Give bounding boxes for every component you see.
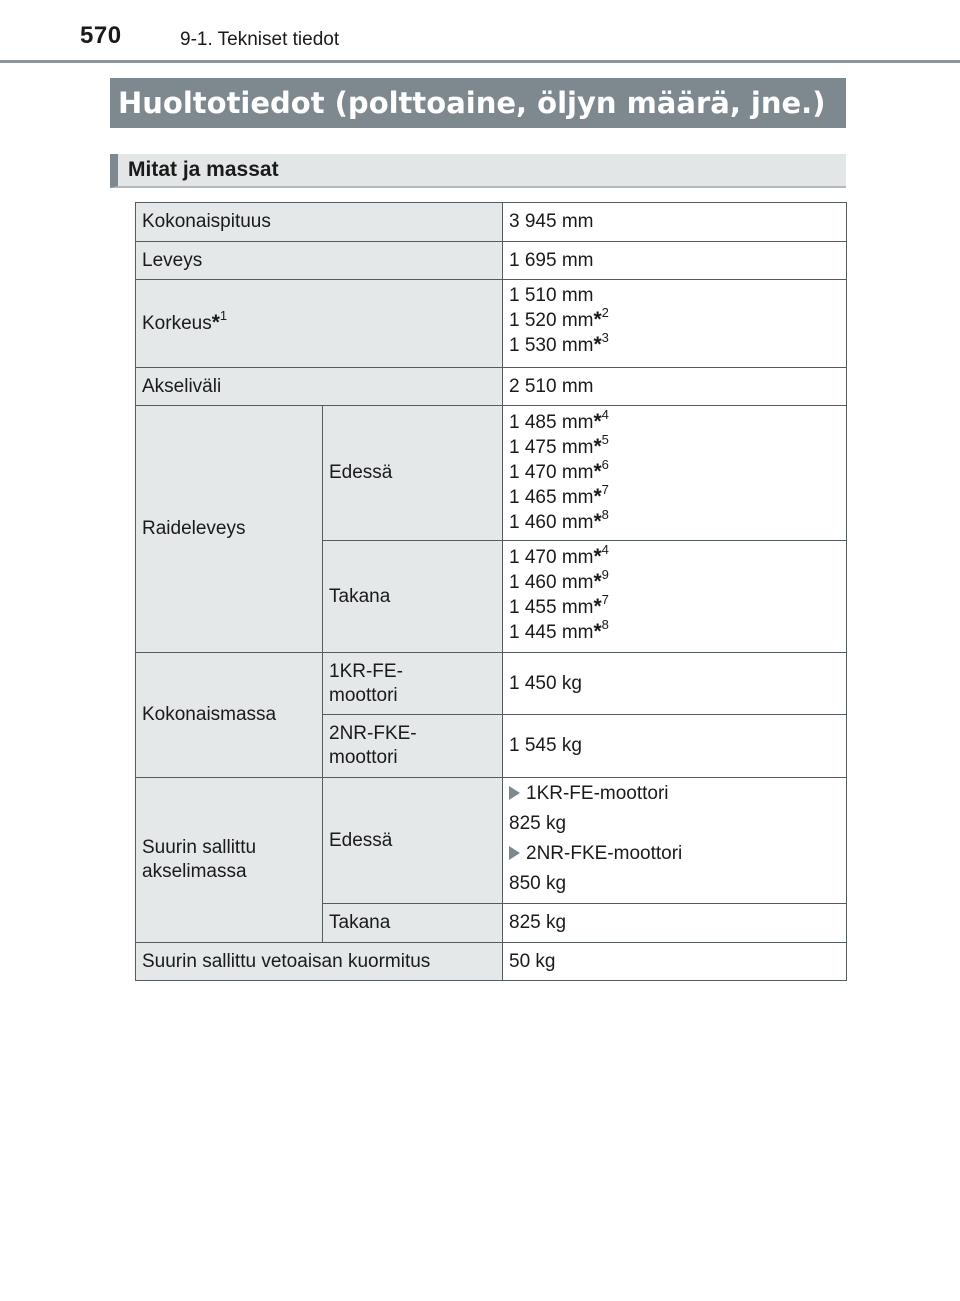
value-line [509,457,840,485]
value-line [509,432,840,460]
footnote-star: * [211,311,220,334]
value-line [509,407,840,435]
width-label: Leveys [136,242,503,280]
footnote-star: * [593,435,602,458]
engine1-heading [509,782,840,806]
value-text: 1 465 mm [509,487,594,508]
footnote-number: 8 [601,617,609,632]
gross-mass-label: Kokonaismassa [136,653,323,778]
value-text: 1 455 mm [509,597,594,618]
table-row [136,368,847,406]
axle-rear-label: Takana [323,904,503,943]
footnote-star: * [593,545,602,568]
tread-front-values [503,406,847,541]
value-line [509,305,840,333]
footnote-star: * [593,410,602,433]
header-rule [0,60,960,63]
axle-label-line1: Suurin sallittu [142,837,257,858]
axle-label [136,778,323,943]
footnote-number: 7 [601,592,609,607]
table-row [136,778,847,904]
footnote-star: * [593,570,602,593]
table-row [136,242,847,280]
footnote-star: * [593,595,602,618]
chapter-title: 9-1. Tekniset tiedot [180,29,340,50]
value-line [509,507,840,535]
height-label-cell [136,280,503,368]
value-text: 1 460 mm [509,512,594,533]
footnote-star: * [593,510,602,533]
wheelbase-value: 2 510 mm [503,368,847,406]
engine2-label-line2: moottori [329,747,398,768]
footnote-number: 8 [601,507,609,522]
length-label: Kokonaispituus [136,203,503,242]
value-line [509,592,840,620]
engine1-label [323,653,503,715]
table-row [136,203,847,242]
tread-rear-label: Takana [323,541,503,653]
table-row [136,406,847,541]
wheelbase-label: Akseliväli [136,368,503,406]
towbar-value: 50 kg [503,943,847,981]
engine2-heading [509,842,840,866]
engine2-mass: 1 545 kg [503,715,847,778]
value-line [509,617,840,645]
footnote-star: * [593,333,602,356]
axle-front-values [503,778,847,904]
footnote-number: 4 [601,542,609,557]
table-row [136,280,847,368]
specs-table [135,202,847,981]
axle-rear-value: 825 kg [503,904,847,943]
value-text: 1 485 mm [509,412,594,433]
footnote-number: 6 [601,457,609,472]
section-title: Mitat ja massat [110,154,846,188]
main-title: Huoltotiedot (polttoaine, öljyn määrä, jne.) [110,78,846,128]
footnote-number: 9 [601,567,609,582]
footnote-number: 7 [601,482,609,497]
engine1-label-line1: 1KR-FE- [329,660,403,682]
table-row [136,943,847,981]
tread-label: Raideleveys [136,406,323,653]
tread-front-label: Edessä [323,406,503,541]
value-line [509,542,840,570]
engine2-axle-value: 850 kg [509,873,567,894]
engine2-label-line1: 2NR-FKE- [329,723,417,744]
footnote-number: 1 [219,308,228,323]
towbar-label: Suurin sallittu vetoaisan kuormitus [136,943,503,981]
value-text: 1 445 mm [509,622,594,643]
footnote-star: * [593,620,602,643]
page-number: 570 [80,22,122,49]
engine2-label [323,715,503,778]
value-line [509,482,840,510]
axle-front-label: Edessä [323,778,503,904]
height-values [503,280,847,368]
value-text: 1 475 mm [509,437,594,458]
value-text: 1 470 mm [509,547,594,568]
footnote-star: * [593,308,602,331]
value-line [509,567,840,595]
footnote-number: 3 [601,330,609,345]
triangle-bullet-icon [509,786,520,800]
value-text: 1 470 mm [509,462,594,483]
footnote-star: * [593,460,602,483]
triangle-bullet-icon [509,846,520,860]
axle-label-line2: akselimassa [142,861,247,882]
engine2-heading-text: 2NR-FKE-moottori [526,843,683,864]
engine1-axle-value: 825 kg [509,813,567,834]
height-label: Korkeus [142,313,212,334]
value-text: 1 510 mm [509,285,594,306]
footnote-star: * [593,485,602,508]
footnote-number: 4 [601,407,609,422]
footnote-number: 2 [601,305,609,320]
table-row [136,653,847,715]
value-line [509,330,840,358]
footnote-number: 5 [601,432,609,447]
value-text: 1 530 mm [509,335,594,356]
length-value: 3 945 mm [503,203,847,242]
value-text: 1 520 mm [509,310,594,331]
value-line [509,284,840,308]
engine1-label-line2: moottori [329,684,398,706]
width-value: 1 695 mm [503,242,847,280]
value-text: 1 460 mm [509,572,594,593]
engine1-heading-text: 1KR-FE-moottori [526,783,669,804]
tread-rear-values [503,541,847,653]
engine1-mass: 1 450 kg [503,653,847,715]
